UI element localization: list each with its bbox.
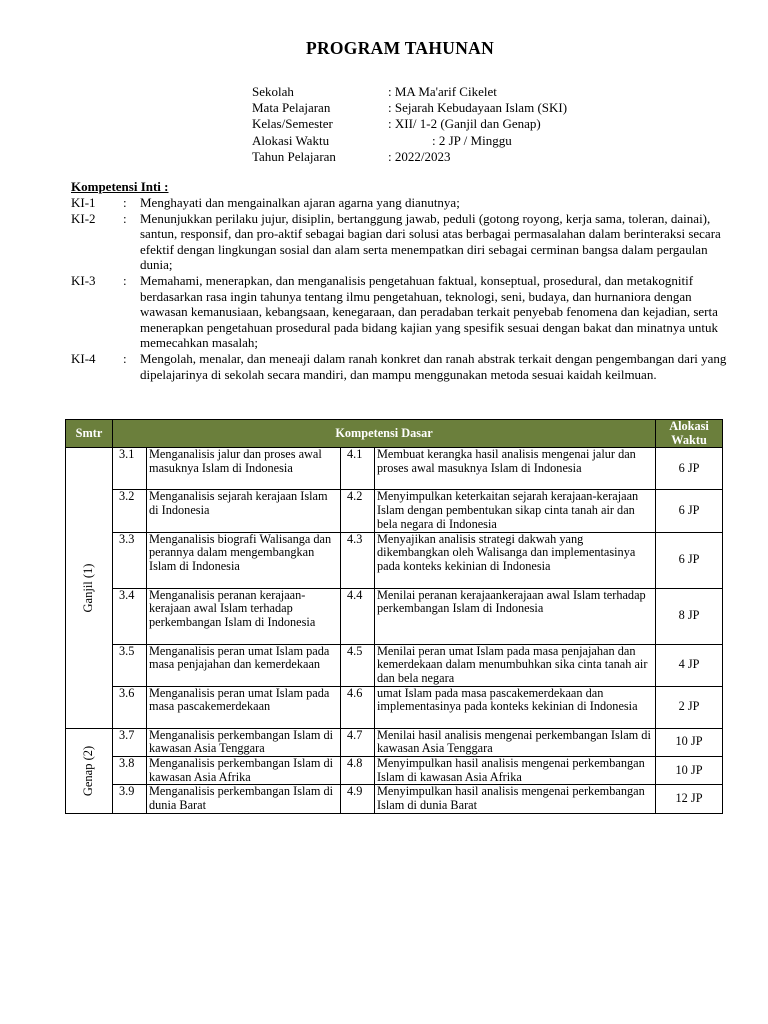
kd3-text: Menganalisis peranan kerajaan-kerajaan awal Islam terhadap perkembangan Islam di Indonesia [147, 588, 341, 644]
ki-text: Menunjukkan perilaku jujur, disiplin, bertanggung jawab, peduli (gotong royong, kerja sama, toleran, dainai), santun, responsif, dan pro-aktif sebagai bagian dari solusi atas berbagai permasalahan dalam berinteraksi secara efektif dengan lingkungan sosial dan alam serta menempatkan diri sebagai cerminan bangsa dalam pergaulan dunia; [140, 210, 721, 273]
semester-cell [66, 448, 113, 728]
kd4-number: 4.1 [341, 448, 375, 490]
ki-code: KI-3 [71, 272, 96, 288]
kd3-number: 3.5 [113, 644, 147, 686]
info-row-kelas-semester [252, 116, 567, 132]
table-header-row [66, 420, 723, 448]
ki-text: Mengolah, menalar, dan meneaji dalam ranah konkret dan ranah abstrak terkait dengan pengembangan dari yang dipelajarinya di sekolah secara mandiri, dan mampu menggunakan metoda sesuai kaidah keilmuan. [140, 350, 727, 382]
kd4-number: 4.6 [341, 686, 375, 728]
kd4-text: Menyimpulkan keterkaitan sejarah kerajaan-kerajaan Islam dengan pembentukan sikap cinta tanah air dan bela negara di Indonesia [375, 490, 656, 532]
kd3-number: 3.1 [113, 448, 147, 490]
kd3-text: Menganalisis perkembangan Islam di kawasan Asia Afrika [147, 757, 341, 785]
info-row-alokasi-waktu [252, 133, 567, 149]
alokasi-value: 6 JP [656, 532, 723, 588]
kd4-number: 4.4 [341, 588, 375, 644]
alokasi-value: 12 JP [656, 785, 723, 813]
kd4-number: 4.9 [341, 785, 375, 813]
kd3-text: Menganalisis sejarah kerajaan Islam di Indonesia [147, 490, 341, 532]
alokasi-value: 6 JP [656, 448, 723, 490]
document-title: PROGRAM TAHUNAN [305, 38, 495, 58]
table-row [66, 728, 723, 756]
kd4-number: 4.7 [341, 728, 375, 756]
info-row-tahun-pelajaran [252, 149, 567, 165]
ki-heading: Kompetensi Inti : [71, 179, 169, 194]
kd3-text: Menganalisis jalur dan proses awal masuknya Islam di Indonesia [147, 448, 341, 490]
kd3-number: 3.7 [113, 728, 147, 756]
header-smtr: Smtr [66, 420, 113, 448]
kd3-text: Menganalisis biografi Walisanga dan perannya dalam mengembangkan Islam di Indonesia [147, 532, 341, 588]
kd4-number: 4.8 [341, 757, 375, 785]
kd4-text: Menyimpulkan hasil analisis mengenai perkembangan Islam di dunia Barat [375, 785, 656, 813]
kd3-number: 3.4 [113, 588, 147, 644]
ki-separator: : [123, 272, 127, 288]
info-value: : Sejarah Kebudayaan Islam (SKI) [388, 100, 568, 116]
kd3-number: 3.3 [113, 532, 147, 588]
kompetensi-dasar-table [65, 419, 723, 814]
ki-code: KI-1 [71, 195, 96, 210]
header-alokasi-waktu: Alokasi Waktu [656, 420, 723, 448]
info-label: Sekolah [252, 84, 294, 99]
ki-item-3 [71, 273, 731, 351]
kd4-number: 4.5 [341, 644, 375, 686]
ki-item-1 [71, 195, 731, 211]
alokasi-value: 10 JP [656, 757, 723, 785]
alokasi-value: 4 JP [656, 644, 723, 686]
info-label: Alokasi Waktu [252, 132, 330, 148]
ki-text: Memahami, menerapkan, dan menganalisis pengetahuan faktual, konseptual, prosedural, dan metakognitif berdasarkan rasa ingin tahunya tentang ilmu pengetahuan, teknologi, seni, budaya, dan hurnaniora dengan wawasan kemanusiaan, kebangsaan, kenegaraan, dan peradaban terkait penyebab fenomena dan kejadian, serta menerapkan pengetahuan prosedural pada bidang kajian yang spesifik sesuai dengan bakat dan minatnya untuk memecahkan masalah; [140, 272, 718, 351]
table-row [66, 588, 723, 644]
info-value: : 2022/2023 [388, 148, 451, 164]
kd4-text: Menilai peran umat Islam pada masa penjajahan dan kemerdekaan dalam menumbuhkan sika cinta tanah air dan bela negara [375, 644, 656, 686]
kd3-text: Menganalisis peran umat Islam pada masa pascakemerdekaan [147, 686, 341, 728]
ki-separator: : [123, 350, 127, 366]
info-value: : 2 JP / Minggu [432, 132, 512, 148]
ki-item-4 [71, 351, 731, 382]
info-value: : XII/ 1-2 (Ganjil dan Genap) [388, 116, 541, 132]
alokasi-value: 2 JP [656, 686, 723, 728]
table-row [66, 757, 723, 785]
info-label: Tahun Pelajaran [252, 148, 336, 164]
kd4-text: Membuat kerangka hasil analisis mengenai jalur dan proses awal masuknya Islam di Indonesia [375, 448, 656, 490]
ki-text: Menghayati dan mengainalkan ajaran agarna yang dianutnya; [140, 195, 460, 210]
kd3-number: 3.6 [113, 686, 147, 728]
ki-code: KI-2 [71, 210, 96, 226]
semester-label: Ganjil (1) [81, 563, 96, 613]
table-body [66, 448, 723, 813]
info-label: Kelas/Semester [252, 116, 333, 132]
semester-label: Genap (2) [81, 745, 96, 796]
ki-separator: : [123, 195, 127, 210]
table-row [66, 532, 723, 588]
table-row [66, 785, 723, 813]
ki-code: KI-4 [71, 350, 96, 366]
kd3-text: Menganalisis peran umat Islam pada masa penjajahan dan kemerdekaan [147, 644, 341, 686]
table-row [66, 644, 723, 686]
ki-list [71, 195, 731, 382]
alokasi-value: 10 JP [656, 728, 723, 756]
ki-separator: : [123, 210, 127, 226]
kd4-number: 4.3 [341, 532, 375, 588]
kd3-text: Menganalisis perkembangan Islam di kawasan Asia Tenggara [147, 728, 341, 756]
alokasi-value: 6 JP [656, 490, 723, 532]
info-value: : MA Ma'arif Cikelet [388, 84, 497, 99]
kd4-number: 4.2 [341, 490, 375, 532]
kd3-number: 3.2 [113, 490, 147, 532]
kd3-number: 3.9 [113, 785, 147, 813]
info-label: Mata Pelajaran [252, 100, 331, 116]
kd4-text: Menyajikan analisis strategi dakwah yang dikembangkan oleh Walisanga dan implementasinya pada konteks kekinian di Indonesia [375, 532, 656, 588]
ki-item-2 [71, 211, 731, 273]
kd3-text: Menganalisis perkembangan Islam di dunia Barat [147, 785, 341, 813]
semester-cell [66, 728, 113, 813]
table-row [66, 686, 723, 728]
kd4-text: umat Islam pada masa pascakemerdekaan dan implementasinya pada konteks kekinian di Indonesia [375, 686, 656, 728]
table-row [66, 448, 723, 490]
header-kompetensi-dasar: Kompetensi Dasar [113, 420, 656, 448]
table-row [66, 490, 723, 532]
kd4-text: Menilai hasil analisis mengenai perkembangan Islam di kawasan Asia Tenggara [375, 728, 656, 756]
kd4-text: Menyimpulkan hasil analisis mengenai perkembangan Islam di kawasan Asia Afrika [375, 757, 656, 785]
identity-block [252, 84, 567, 165]
kd3-number: 3.8 [113, 757, 147, 785]
info-row-sekolah [252, 84, 567, 100]
alokasi-value: 8 JP [656, 588, 723, 644]
info-row-mata-pelajaran [252, 100, 567, 116]
kd4-text: Menilai peranan kerajaankerajaan awal Islam terhadap perkembangan Islam di Indonesia [375, 588, 656, 644]
